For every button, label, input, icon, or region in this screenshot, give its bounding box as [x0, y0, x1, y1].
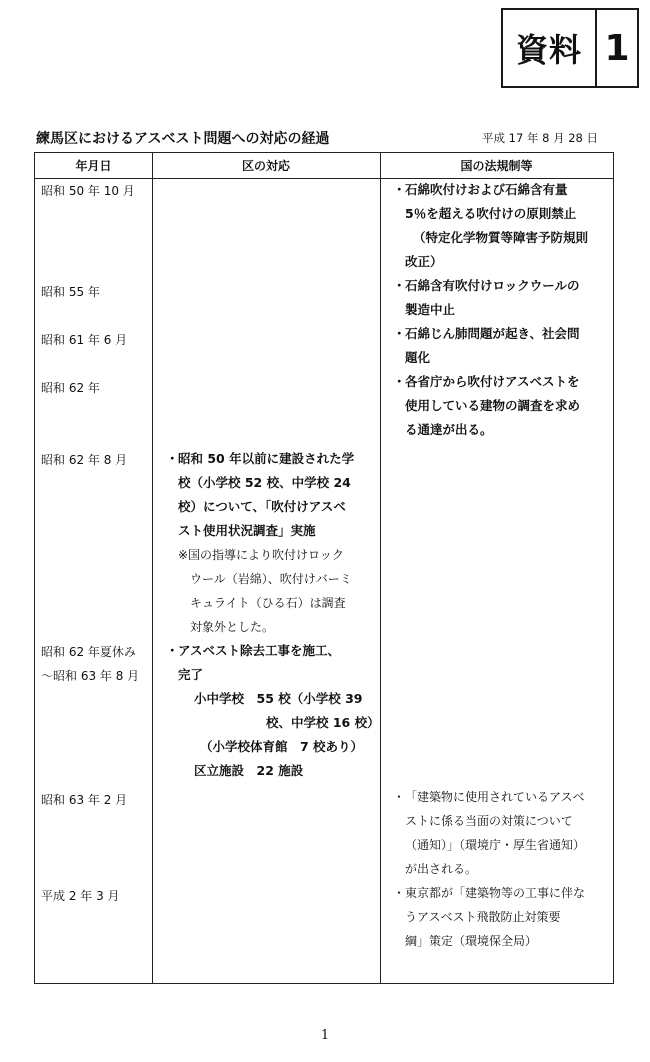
date-cell: 昭和 55 年	[41, 285, 100, 299]
header-date: 年月日	[75, 159, 112, 173]
national-line: 題化	[405, 350, 431, 365]
bullet: ・	[393, 374, 406, 389]
badge-number: 1	[604, 27, 630, 69]
ward-note: ウール（岩綿）、吹付けバーミ	[190, 572, 352, 586]
national-line: （通知）」（環境庁・厚生省通知）	[405, 838, 586, 852]
national-line: る通達が出る。	[405, 422, 493, 437]
bullet: ・	[393, 886, 406, 900]
bullet: ・	[166, 451, 179, 466]
ward-detail: 小中学校 55 校（小学校 39	[194, 691, 363, 706]
badge-label: 資料	[503, 10, 597, 86]
ward-line: スト使用状況調査」実施	[178, 523, 316, 538]
date-cell: 昭和 63 年 2 月	[41, 793, 128, 807]
national-line: うアスベスト飛散防止対策要	[405, 910, 561, 924]
national-line: 石綿じん肺問題が起き、社会問	[405, 326, 580, 341]
document-badge	[501, 8, 639, 88]
date-cell: 昭和 61 年 6 月	[41, 333, 128, 347]
national-line: 石綿吹付けおよび石綿含有量	[405, 182, 568, 197]
date-cell: ～昭和 63 年 8 月	[41, 669, 140, 683]
national-line: 5％を超える吹付けの原則禁止	[405, 206, 577, 221]
national-line: 使用している建物の調査を求め	[405, 398, 581, 413]
ward-note: 対象外とした。	[190, 620, 275, 634]
ward-entry-survey	[166, 447, 378, 639]
bullet: ・	[393, 278, 406, 293]
national-line: ストに係る当面の対策について	[405, 814, 573, 828]
date-cell: 昭和 62 年夏休み	[41, 645, 136, 659]
date-cell: 昭和 62 年 8 月	[41, 453, 128, 467]
national-entry	[393, 274, 611, 322]
bullet: ・	[393, 326, 406, 341]
document-title: 練馬区におけるアスベスト問題への対応の経過	[36, 131, 330, 147]
ward-detail: 校、中学校 16 校）	[266, 715, 380, 730]
national-line: 石綿含有吹付けロックウールの	[405, 278, 580, 293]
page-number: 1	[320, 1028, 330, 1043]
ward-entry-removal	[166, 639, 378, 783]
national-entry	[393, 785, 611, 881]
ward-note: キュライト（ひる石）は調査	[190, 596, 346, 610]
national-line: 綱」策定（環境保全局）	[405, 934, 538, 948]
national-line: が出される。	[405, 862, 478, 876]
bullet: ・	[393, 182, 406, 197]
date-cell: 昭和 62 年	[41, 381, 100, 395]
national-entry	[393, 881, 611, 953]
column-divider-1	[152, 153, 153, 983]
bullet: ・	[166, 643, 179, 658]
ward-detail: （小学校体育館 7 校あり）	[200, 739, 364, 754]
national-entry	[393, 370, 611, 442]
date-cell: 昭和 50 年 10 月	[41, 184, 135, 198]
national-line: 製造中止	[405, 302, 456, 317]
ward-line: 校）について、「吹付けアスベ	[178, 499, 346, 514]
date-cell: 平成 2 年 3 月	[41, 889, 120, 903]
national-line: 「建築物に使用されているアスベ	[405, 790, 585, 804]
ward-note: ※国の指導により吹付けロック	[178, 548, 344, 562]
ward-line: 校（小学校 52 校、中学校 24	[178, 475, 351, 490]
ward-detail: 区立施設 22 施設	[194, 763, 304, 778]
column-divider-2	[380, 153, 381, 983]
history-table	[34, 152, 614, 984]
national-entry	[393, 178, 611, 274]
ward-line: 昭和 50 年以前に建設された学	[178, 451, 355, 466]
national-entry	[393, 322, 611, 370]
document-date: 平成 17 年 8 月 28 日	[482, 131, 599, 145]
ward-line: アスベスト除去工事を施工、	[178, 643, 341, 658]
national-line: 改正）	[405, 254, 443, 269]
national-line: （特定化学物質等障害予防規則	[413, 230, 589, 245]
ward-line: 完了	[178, 667, 204, 682]
national-line: 各省庁から吹付けアスベストを	[405, 374, 580, 389]
header-ward: 区の対応	[241, 159, 290, 173]
bullet: ・	[393, 790, 406, 804]
header-national: 国の法規制等	[460, 159, 533, 173]
national-line: 東京都が「建築物等の工事に伴な	[405, 886, 586, 900]
